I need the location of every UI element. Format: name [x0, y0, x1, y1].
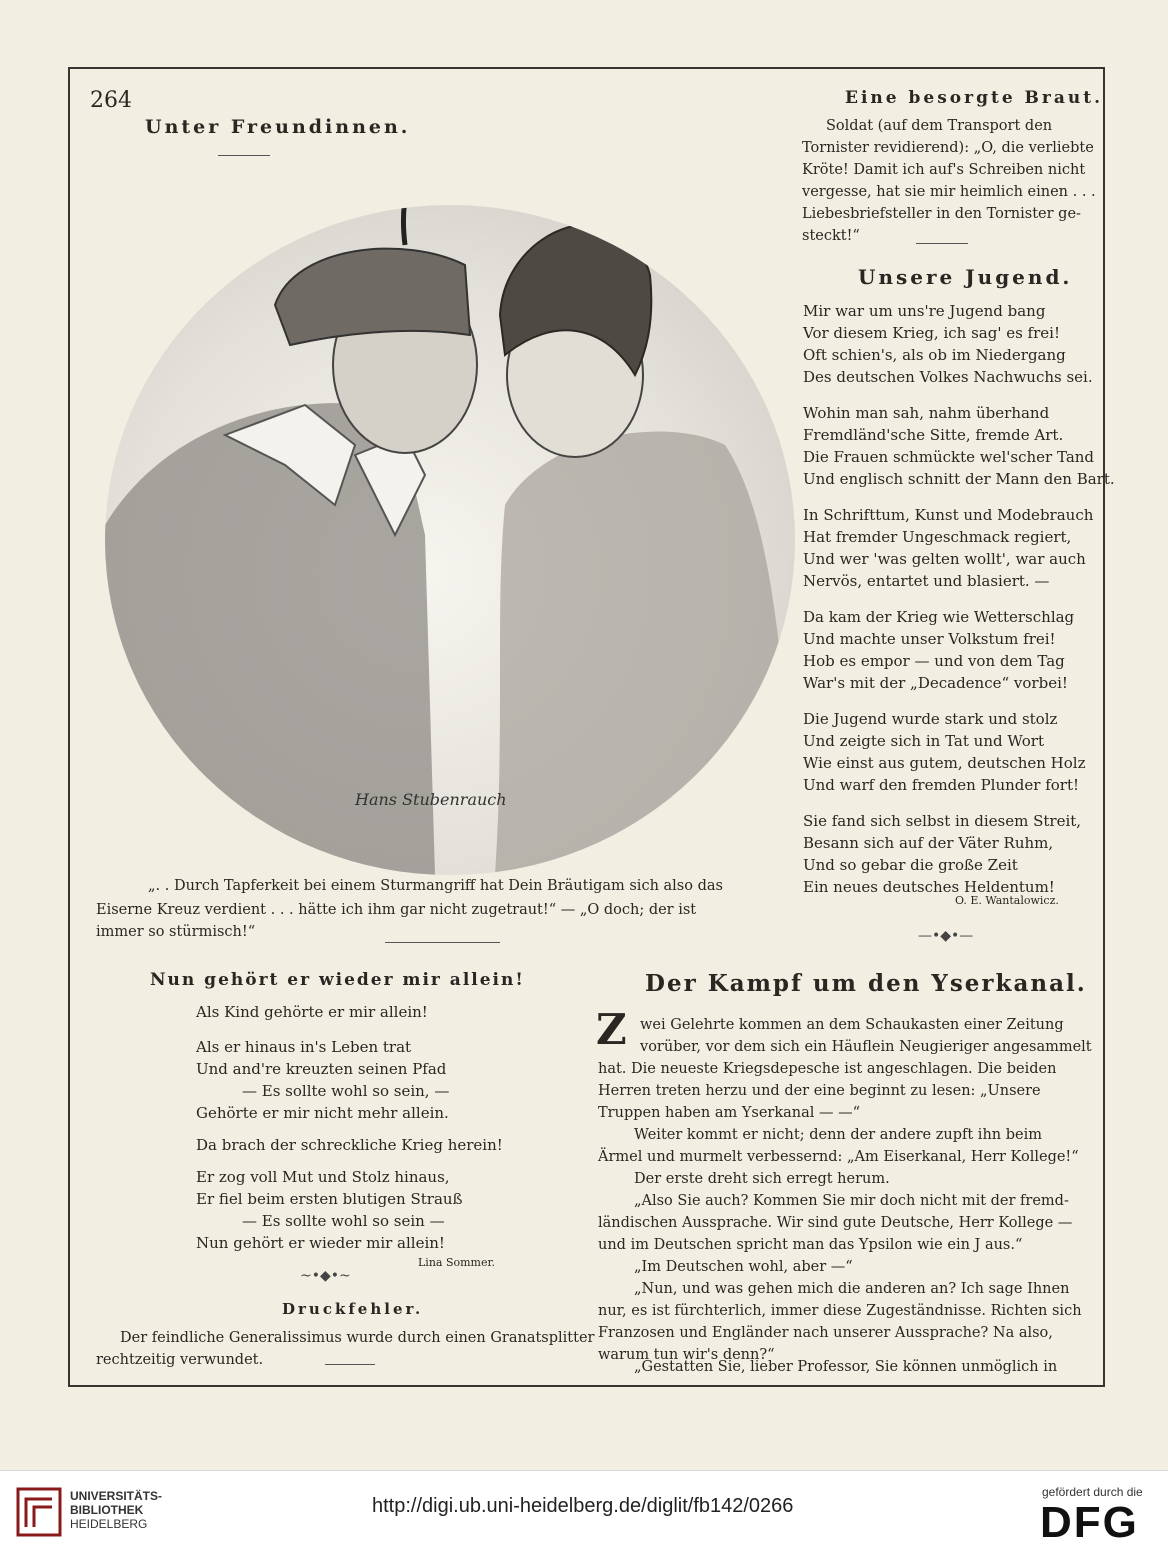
divider [385, 942, 500, 943]
illustration-drawing [105, 205, 795, 875]
kampf-line: Weiter kommt er nicht; denn der andere zupft ihn beim [634, 1127, 1042, 1143]
svg-text:Hans Stubenrauch: Hans Stubenrauch [355, 790, 507, 809]
library-name-line: BIBLIOTHEK [70, 1503, 144, 1517]
jugend-author: O. E. Wantalowicz. [955, 894, 1059, 907]
kampf-line: vorüber, vor dem sich ein Häuflein Neugieriger angesammelt [640, 1039, 1092, 1055]
ornament-divider: ~•◆•~ [300, 1268, 351, 1284]
jugend-line: Besann sich auf der Väter Ruhm, [803, 834, 1054, 852]
jugend-line: Und zeigte sich in Tat und Wort [803, 732, 1044, 750]
jugend-line: In Schrifttum, Kunst und Modebrauch [803, 506, 1094, 524]
document-url-link[interactable]: http://digi.ub.uni-heidelberg.de/diglit/fb142/0266 [372, 1495, 794, 1517]
kampf-line: „Nun, und was gehen mich die anderen an? Ich sage Ihnen [634, 1281, 1070, 1297]
braut-line: Liebesbriefsteller in den Tornister ge- [802, 206, 1081, 222]
library-name [70, 1489, 162, 1517]
kampf-line: und im Deutschen spricht man das Ypsilon wie ein J aus.“ [598, 1237, 1023, 1253]
page-number: 264 [90, 88, 132, 113]
braut-line: Kröte! Damit ich auf's Schreiben nicht [802, 162, 1086, 178]
library-name-line: UNIVERSITÄTS- [70, 1489, 163, 1503]
divider [916, 243, 968, 244]
allein-line: — Es sollte wohl so sein, — [242, 1082, 450, 1100]
jugend-line: Sie fand sich selbst in diesem Streit, [803, 812, 1082, 830]
divider [325, 1364, 375, 1365]
jugend-line: Des deutschen Volkes Nachwuchs sei. [803, 368, 1093, 386]
jugend-line: Und so gebar die große Zeit [803, 856, 1018, 874]
jugend-line: Und englisch schnitt der Mann den Bart. [803, 470, 1115, 488]
jugend-line: Vor diesem Krieg, ich sag' es frei! [803, 324, 1060, 342]
druckfehler-line: Der feindliche Generalissimus wurde durch einen Granatsplitter [120, 1330, 595, 1346]
kampf-line: Ärmel und murmelt verbessernd: „Am Eiserkanal, Herr Kollege!“ [598, 1149, 1079, 1165]
kampf-line: wei Gelehrte kommen an dem Schaukasten einer Zeitung [640, 1017, 1064, 1033]
allein-line: Er fiel beim ersten blutigen Strauß [196, 1190, 463, 1208]
kampf-line: nur, es ist fürchterlich, immer diese Zugeständnisse. Richten sich [598, 1303, 1082, 1319]
braut-line: vergesse, hat sie mir heimlich einen . . . [802, 184, 1096, 200]
braut-title: Eine besorgte Braut. [845, 88, 1104, 108]
braut-line: Soldat (auf dem Transport den [826, 118, 1053, 134]
allein-line: — Es sollte wohl so sein — [242, 1212, 445, 1230]
braut-line: steckt!“ [802, 228, 860, 244]
jugend-line: Oft schien's, als ob im Niedergang [803, 346, 1066, 364]
jugend-line: Hat fremder Ungeschmack regiert, [803, 528, 1072, 546]
jugend-line: Nervös, entartet und blasiert. — [803, 572, 1050, 590]
druckfehler-line: rechtzeitig verwundet. [96, 1352, 264, 1368]
kampf-initial: Z [596, 1005, 627, 1054]
jugend-line: Und machte unser Volkstum frei! [803, 630, 1056, 648]
divider [218, 155, 270, 156]
kampf-line: warum tun wir's denn?“ [598, 1347, 775, 1363]
kampf-line: „Also Sie auch? Kommen Sie mir doch nicht mit der fremd- [634, 1193, 1069, 1209]
kampf-line: Herren treten herzu und der eine beginnt zu lesen: „Unsere [598, 1083, 1041, 1099]
kampf-line: „Gestatten Sie, lieber Professor, Sie können unmöglich in [634, 1359, 1058, 1375]
ornament-divider: —•◆•— [918, 928, 974, 944]
kampf-line: „Im Deutschen wohl, aber —“ [634, 1259, 853, 1275]
jugend-line: Da kam der Krieg wie Wetterschlag [803, 608, 1075, 626]
allein-line: Gehörte er mir nicht mehr allein. [196, 1104, 449, 1122]
jugend-line: Wie einst aus gutem, deutschen Holz [803, 754, 1086, 772]
kampf-line: Der erste dreht sich erregt herum. [634, 1171, 890, 1187]
dfg-logo: DFG [1040, 1498, 1139, 1547]
caption-line: „. . Durch Tapferkeit bei einem Sturmangriff hat Dein Bräutigam sich also das [148, 878, 723, 894]
druckfehler-title: Druckfehler. [282, 1300, 424, 1318]
jugend-line: Die Jugend wurde stark und stolz [803, 710, 1058, 728]
jugend-line: Hob es empor — und von dem Tag [803, 652, 1065, 670]
caption-line: Eiserne Kreuz verdient . . . hätte ich ihm gar nicht zugetraut!“ — „O doch; der ist [96, 902, 697, 918]
kampf-line: Truppen haben am Yserkanal — —“ [598, 1105, 861, 1121]
funding-note: gefördert durch die [1042, 1485, 1143, 1499]
kampf-line: Franzosen und Engländer nach unserer Aussprache? Na also, [598, 1325, 1053, 1341]
footer-bar [0, 1470, 1168, 1553]
allein-line: Als er hinaus in's Leben trat [196, 1038, 412, 1056]
allein-line: Als Kind gehörte er mir allein! [196, 1003, 428, 1021]
kampf-line: ländischen Aussprache. Wir sind gute Deutsche, Herr Kollege — [598, 1215, 1073, 1231]
jugend-line: Fremdländ'sche Sitte, fremde Art. [803, 426, 1064, 444]
jugend-line: Wohin man sah, nahm überhand [803, 404, 1050, 422]
jugend-line: Die Frauen schmückte wel'scher Tand [803, 448, 1095, 466]
braut-line: Tornister revidierend): „O, die verliebte [802, 140, 1094, 156]
allein-line: Nun gehört er wieder mir allein! [196, 1234, 445, 1252]
allein-line: Er zog voll Mut und Stolz hinaus, [196, 1168, 450, 1186]
jugend-title: Unsere Jugend. [858, 265, 1073, 289]
illustration-two-women [105, 205, 795, 875]
kampf-line: hat. Die neueste Kriegsdepesche ist angeschlagen. Die beiden [598, 1061, 1057, 1077]
allein-line: Und and're kreuzten seinen Pfad [196, 1060, 447, 1078]
jugend-line: Und warf den fremden Plunder fort! [803, 776, 1080, 794]
jugend-line: Ein neues deutsches Heldentum! [803, 878, 1055, 896]
allein-title: Nun gehört er wieder mir allein! [150, 970, 525, 990]
allein-line: Da brach der schreckliche Krieg herein! [196, 1136, 503, 1154]
allein-author: Lina Sommer. [418, 1256, 496, 1269]
library-logo-icon [16, 1487, 62, 1537]
caption-line: immer so stürmisch!“ [96, 924, 256, 940]
illustration-title: Unter Freundinnen. [145, 116, 411, 138]
library-city: HEIDELBERG [70, 1517, 148, 1531]
jugend-line: Mir war um uns're Jugend bang [803, 302, 1046, 320]
jugend-line: War's mit der „Decadence“ vorbei! [803, 674, 1068, 692]
jugend-line: Und wer 'was gelten wollt', war auch [803, 550, 1086, 568]
kampf-title: Der Kampf um den Yserkanal. [645, 970, 1087, 997]
